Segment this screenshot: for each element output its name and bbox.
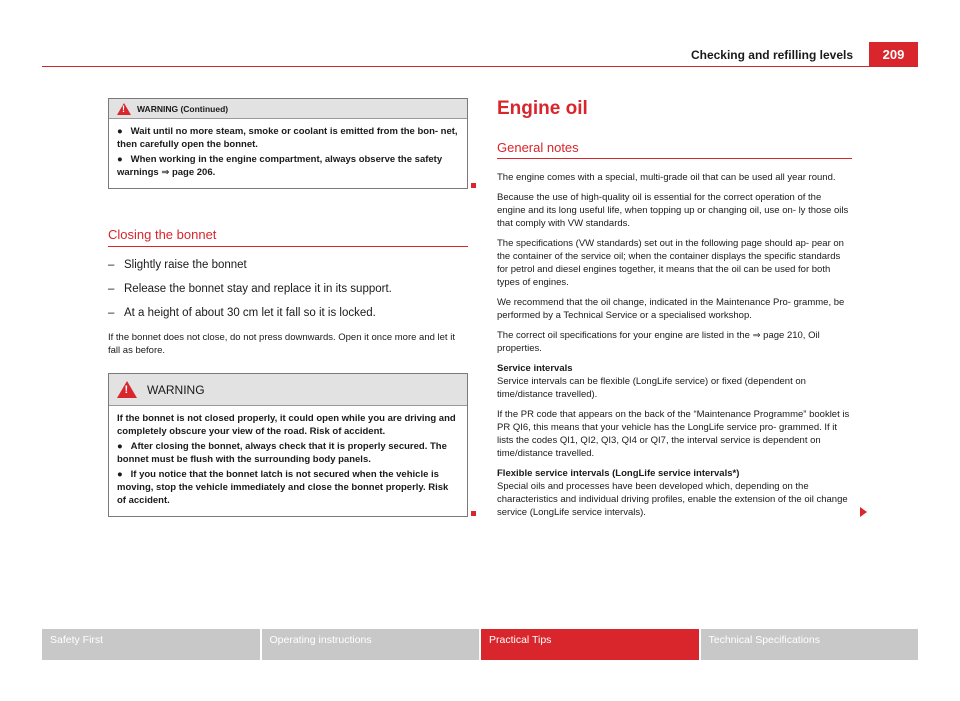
footer-tab-operating-instructions[interactable]: Operating instructions	[262, 629, 482, 660]
step-item: – Slightly raise the bonnet	[108, 259, 247, 271]
paragraph: Special oils and processes have been developed which, depending on the characteristics and individual driving profiles, enable the extension of the oil change service (LongLife service intervals).	[497, 481, 848, 518]
closing-bonnet-heading: Closing the bonnet	[108, 227, 468, 247]
section-end-mark	[471, 183, 476, 188]
warning-item: ● After closing the bonnet, always check that it is properly secured. The bonnet must be flush with the surrounding body panels.	[117, 441, 447, 465]
closing-note: If the bonnet does not close, do not press downwards. Open it once more and let it fall as before.	[108, 332, 455, 356]
paragraph: We recommend that the oil change, indicated in the Maintenance Pro- gramme, be performed by a Technical Service or a specialised workshop.	[497, 297, 845, 321]
warning-title: WARNING	[147, 382, 205, 397]
flexible-intervals-block	[497, 467, 852, 519]
footer-tab-practical-tips[interactable]: Practical Tips	[481, 629, 701, 660]
warning-header	[109, 374, 467, 406]
right-column	[497, 98, 852, 519]
paragraph: The correct oil specifications for your engine are listed in the ⇒ page 210, Oil properties.	[497, 330, 820, 354]
step-item: – At a height of about 30 cm let it fall so it is locked.	[108, 307, 376, 319]
section-end-mark	[471, 511, 476, 516]
flexible-intervals-title: Flexible service intervals (LongLife service intervals*)	[497, 468, 740, 479]
general-notes-heading: General notes	[497, 140, 852, 159]
paragraph: Service intervals can be flexible (LongLife service) or fixed (dependent on time/distance travelled).	[497, 376, 806, 400]
page-number: 209	[869, 42, 918, 67]
left-column	[108, 98, 468, 517]
header-divider	[42, 66, 918, 67]
warning-continued-box	[108, 98, 468, 189]
chapter-title: Checking and refilling levels	[690, 48, 853, 62]
footer-tab-technical-specifications[interactable]: Technical Specifications	[701, 629, 919, 660]
paragraph: The engine comes with a special, multi-grade oil that can be used all year round.	[497, 172, 836, 183]
warning-continued-item: ● When working in the engine compartment, always observe the safety warnings ⇒ page 206.	[117, 154, 443, 178]
paragraph: The specifications (VW standards) set out in the following page should ap- pear on the container of the service oil; when the container displays the specific standards for petrol and diesel engines together, it means that the oil can be used for both types of engines.	[497, 238, 844, 288]
continue-arrow-icon	[860, 507, 867, 517]
service-intervals-title: Service intervals	[497, 363, 573, 374]
warning-intro: If the bonnet is not closed properly, it could open while you are driving and completely obscure your view of the road. Risk of accident.	[117, 413, 456, 437]
warning-continued-item: ● Wait until no more steam, smoke or coolant is emitted from the bon- net, then carefully open the bonnet.	[117, 126, 458, 150]
paragraph: If the PR code that appears on the back of the “Maintenance Programme” booklet is PR QI6, this means that your vehicle has the LongLife service pro- grammed. If it lists the codes QI1, QI2, QI3, QI4 or QI7, the interval service is dependent on time/distance travelled.	[497, 409, 850, 459]
warning-continued-header	[109, 99, 467, 119]
footer-nav	[42, 629, 918, 660]
warning-triangle-icon	[117, 381, 137, 398]
step-item: – Release the bonnet stay and replace it in its support.	[108, 283, 392, 295]
warning-continued-title: WARNING (Continued)	[137, 103, 229, 114]
service-intervals-block	[497, 362, 852, 401]
warning-item: ● If you notice that the bonnet latch is not secured when the vehicle is moving, stop the vehicle immediately and close the bonnet properly. Risk of accident.	[117, 469, 449, 506]
warning-triangle-icon	[117, 103, 131, 115]
warning-box	[108, 373, 468, 517]
footer-tab-safety-first[interactable]: Safety First	[42, 629, 262, 660]
engine-oil-heading: Engine oil	[497, 98, 588, 119]
paragraph: Because the use of high-quality oil is essential for the correct operation of the engine and its long useful life, when topping up or changing oil, use on- ly those oils that comply with VW standards.	[497, 192, 849, 229]
